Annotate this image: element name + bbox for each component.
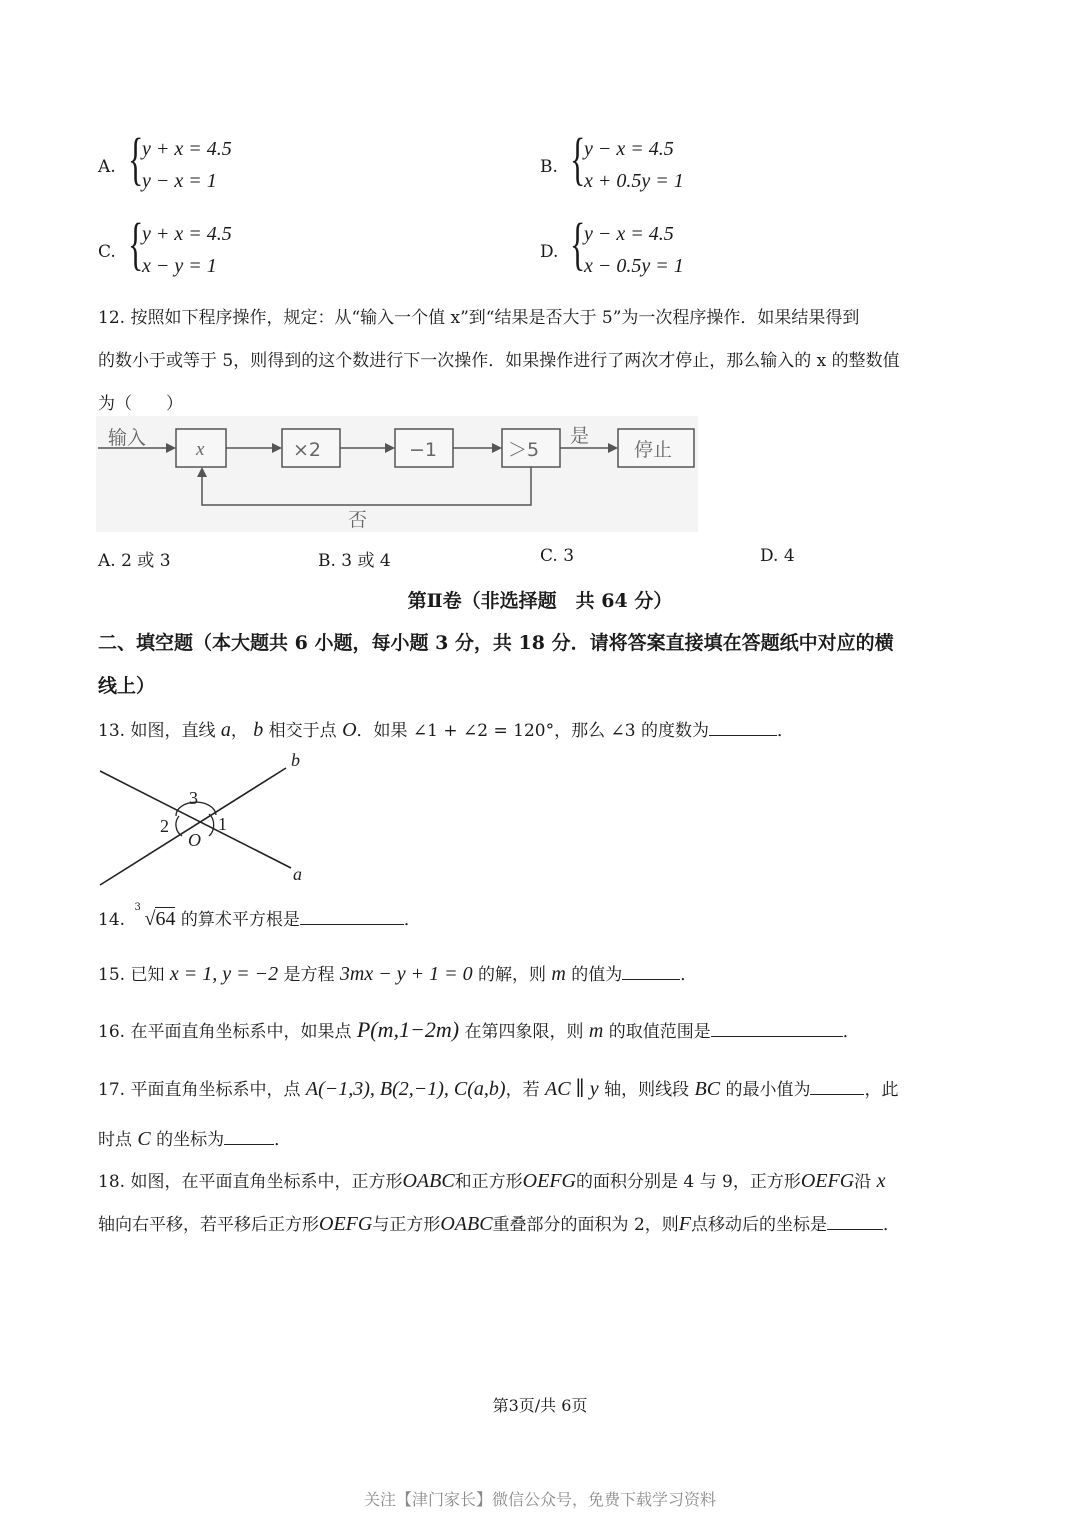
equation-system [128,126,328,202]
q18-line-2 [98,1210,900,1236]
q12-option-a: A. 2 或 3 [98,551,171,571]
yes-label: 是 [570,425,590,447]
text: 轴，则线段 [604,1080,690,1100]
var-m: m [588,1020,604,1042]
text: 的面积分别是 4 与 9，正方形 [576,1172,801,1192]
var-m: m [551,963,566,985]
text: 在第四象限，则 [464,1022,584,1042]
section-title: 第Ⅱ卷（非选择题 共 64 分） [407,590,673,612]
q18-line-1 [98,1167,885,1193]
box-gt5-label: ＞5 [508,439,540,461]
text: 与正方形 [372,1215,441,1235]
text: ． [403,910,421,930]
equation: y − x = 4.5 [584,223,674,245]
text: 的取值范围是 [608,1022,711,1042]
q17-line-1 [98,1075,898,1101]
text: 18. 如图，在平面直角坐标系中，正方形 [98,1172,403,1192]
var-b: b [253,719,264,741]
q12-option-c: C. 3 [540,546,575,566]
text: ． [883,1215,900,1235]
angle-2-arc [176,816,182,836]
equation: y + x = 4.5 [142,223,232,245]
math-expression: 3mx − y + 1 = 0 [339,963,473,985]
question-number: 14. [98,910,126,930]
label-2: 2 [160,816,169,836]
label-a: a [293,864,302,884]
q12-option-b: B. 3 或 4 [318,551,391,571]
var-f: F [678,1213,691,1235]
answer-blank [827,1211,883,1230]
flowchart-diagram [96,416,698,532]
text: 轴向右平移，若平移后正方形 [98,1215,319,1235]
text: 17. 平面直角坐标系中，点 [98,1080,301,1100]
q15-text [98,960,697,986]
equation: y + x = 4.5 [142,138,232,160]
cube-root [134,902,176,931]
text: 的最小值为 [725,1080,811,1100]
brace-icon: { [128,211,144,276]
brace-icon: { [570,211,586,276]
equation: y − x = 1 [142,170,217,192]
text: 点移动后的坐标是 [691,1215,827,1235]
text: ． [776,721,794,741]
square-oefg: OEFG [319,1213,373,1235]
equation-system [570,211,770,287]
square-oabc: OABC [440,1213,493,1235]
box-times2-label: ×2 [293,439,322,461]
radical-sign-icon: √ [144,908,156,930]
math-expression: AC ∥ y [545,1078,599,1100]
q12-line-2: 的数小于或等于 5，则得到的这个数进行下一次操作．如果操作进行了两次才停止，那么输入的 x 的整数值 [98,351,900,371]
equation: y − x = 4.5 [584,138,674,160]
text: 15. 已知 [98,965,165,985]
math-expression: A(−1,3), B(2,−1), C(a,b) [305,1078,506,1100]
label-b: b [291,750,300,770]
text: 和正方形 [454,1172,523,1192]
text: 16. 在平面直角坐标系中，如果点 [98,1022,352,1042]
intersecting-lines-figure [96,748,316,890]
page-number: 第3页/共 6页 [492,1396,588,1415]
text: 重叠部分的面积为 2，则 [492,1215,679,1235]
var-bc: BC [694,1078,721,1100]
answer-blank [810,1076,864,1095]
text: 沿 [854,1172,872,1192]
q12-line-3: 为（ ） [98,394,183,414]
no-label: 否 [348,509,368,531]
brace-icon: { [128,126,144,191]
part-heading-line-1: 二、填空题（本大题共 6 小题，每小题 3 分，共 18 分．请将答案直接填在答题纸中对应的横 [98,632,894,654]
brace-icon: { [570,126,586,191]
q14-text [98,902,421,931]
text: 是方程 [283,965,335,985]
q12-line-1: 12. 按照如下程序操作，规定：从“输入一个值 x”到“结果是否大于 5”为一次程序操作．如果结果得到 [98,308,860,328]
text: 相交于点 [268,721,337,741]
option-label: D. [540,242,559,262]
option-label: A. [98,157,116,177]
square-oefg: OEFG [800,1170,855,1192]
text: ，此 [864,1080,899,1100]
label-3: 3 [189,788,198,808]
q13-text [98,716,794,742]
text: ． [274,1130,292,1150]
equation: x − 0.5y = 1 [584,255,684,277]
text: 的解，则 [478,965,547,985]
text: 时点 [98,1130,132,1150]
equation: x + 0.5y = 1 [584,170,684,192]
text: ，若 [505,1080,540,1100]
answer-blank [622,961,680,980]
text: 的坐标为 [156,1130,225,1150]
text: 的值为 [571,965,623,985]
math-expression: P(m,1−2m) [356,1017,460,1042]
box-minus1-label: −1 [409,439,438,461]
part-heading-line-2: 线上） [98,675,156,697]
input-label: 输入 [108,427,147,449]
var-x: x [876,1170,886,1192]
answer-blank [224,1126,274,1145]
var-o: O [342,719,357,741]
text: ， [230,721,248,741]
text: ． [680,965,698,985]
square-oabc: OABC [402,1170,455,1192]
q16-text [98,1017,860,1043]
equation: x − y = 1 [142,255,217,277]
answer-blank [711,1018,843,1037]
option-label: B. [540,157,558,177]
answer-blank [709,717,777,736]
label-o: O [188,830,201,850]
equation-system [570,126,770,202]
text: 的算术平方根是 [180,910,300,930]
q17-line-2 [98,1125,291,1151]
label-1: 1 [218,814,227,834]
radical-index: 3 [134,902,141,913]
option-label: C. [98,242,116,262]
box-stop-label: 停止 [634,439,673,461]
footer-promo: 关注【津门家长】微信公众号，免费下载学习资料 [363,1490,716,1509]
var-c: C [137,1128,151,1150]
var-a: a [220,719,231,741]
box-x-label: x [196,439,205,460]
text: ． [842,1022,860,1042]
equation-system [128,211,328,287]
q12-option-d: D. 4 [760,546,795,566]
text: ．如果 ∠1 + ∠2 = 120°，那么 ∠3 的度数为 [356,721,709,741]
line-a [100,771,291,868]
text: 13. 如图，直线 [98,721,216,741]
math-expression: x = 1, y = −2 [169,963,279,985]
radicand: 64 [155,908,176,930]
square-oefg: OEFG [522,1170,576,1192]
angle-1-arc [209,814,214,836]
answer-blank [300,906,404,925]
